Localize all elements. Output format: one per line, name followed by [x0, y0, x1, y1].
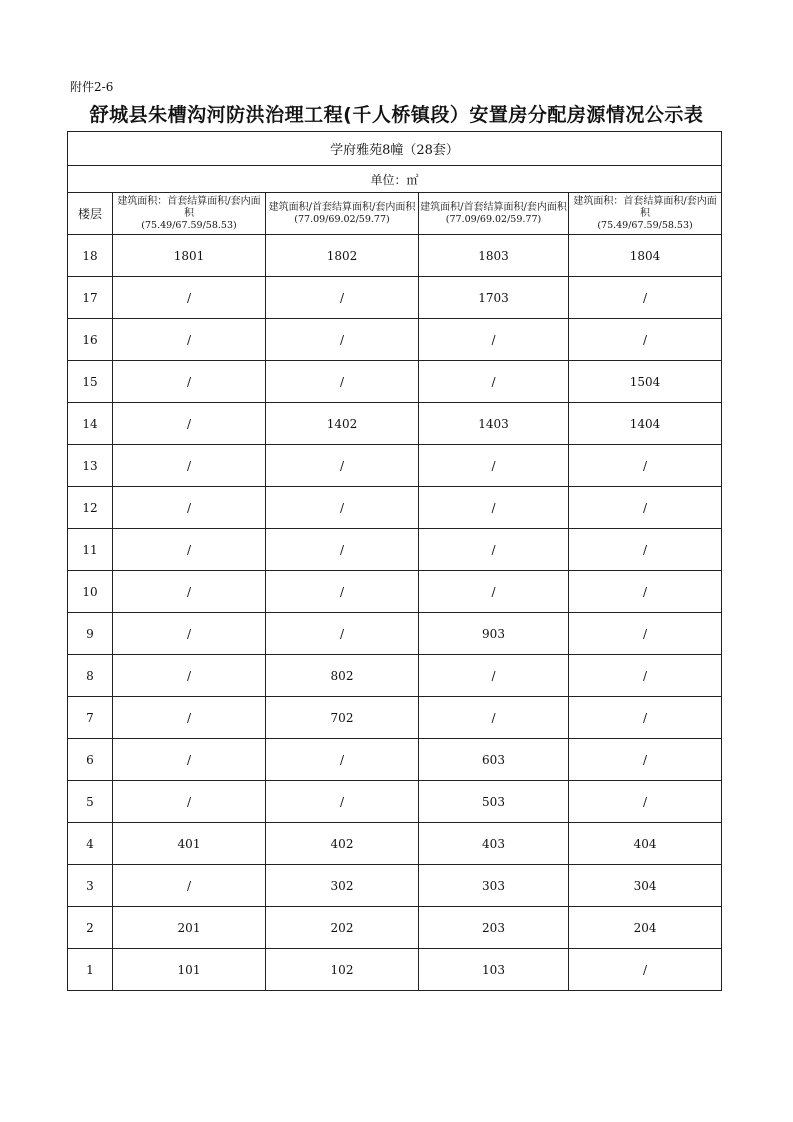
unit-cell: / [113, 697, 266, 739]
unit-cell: / [569, 613, 722, 655]
unit-cell: / [266, 361, 419, 403]
column-header-label: 建筑面积/首套结算面积/套内面积 [268, 201, 416, 213]
column-header-label: 建筑面积：首套结算面积/套内面积 [573, 195, 717, 219]
column-header [569, 193, 722, 235]
unit-cell: 503 [419, 781, 569, 823]
building-name: 学府雅苑8幢（28套） [68, 132, 722, 166]
unit-cell: / [113, 571, 266, 613]
floor-header: 楼层 [68, 193, 113, 235]
floor-cell: 11 [68, 529, 113, 571]
table-row [68, 655, 722, 697]
unit-cell: / [419, 361, 569, 403]
column-header-area: (75.49/67.59/58.53) [597, 219, 693, 231]
table-row [68, 739, 722, 781]
table-row [68, 445, 722, 487]
floor-cell: 12 [68, 487, 113, 529]
unit-cell: / [569, 445, 722, 487]
unit-cell: 204 [569, 907, 722, 949]
unit-cell: 102 [266, 949, 419, 991]
unit-cell: / [113, 739, 266, 781]
unit-cell: / [569, 277, 722, 319]
floor-cell: 16 [68, 319, 113, 361]
unit-cell: / [569, 487, 722, 529]
unit-cell: / [113, 865, 266, 907]
table-row [68, 361, 722, 403]
column-header-area: (77.09/69.02/59.77) [294, 213, 390, 225]
unit-cell: 202 [266, 907, 419, 949]
column-header-label: 建筑面积：首套结算面积/套内面积 [117, 195, 261, 219]
unit-cell: 404 [569, 823, 722, 865]
unit-cell: / [569, 571, 722, 613]
unit-cell: 1504 [569, 361, 722, 403]
unit-cell: / [113, 319, 266, 361]
unit-cell: 1403 [419, 403, 569, 445]
column-header-label: 建筑面积/首套结算面积/套内面积 [420, 201, 567, 213]
floor-cell: 10 [68, 571, 113, 613]
unit-cell: / [266, 319, 419, 361]
unit-cell: 303 [419, 865, 569, 907]
unit-cell: / [113, 277, 266, 319]
floor-cell: 9 [68, 613, 113, 655]
unit-cell: / [569, 319, 722, 361]
unit-cell: 1802 [266, 235, 419, 277]
column-header-area: (77.09/69.02/59.77) [445, 213, 542, 225]
floor-cell: 18 [68, 235, 113, 277]
attachment-number: 附件2-6 [70, 80, 114, 94]
unit-cell: / [113, 361, 266, 403]
unit-cell: / [113, 613, 266, 655]
unit-cell: / [419, 487, 569, 529]
unit-cell: 103 [419, 949, 569, 991]
floor-cell: 8 [68, 655, 113, 697]
unit-cell: / [266, 781, 419, 823]
floor-cell: 6 [68, 739, 113, 781]
table-row [68, 823, 722, 865]
floor-cell: 13 [68, 445, 113, 487]
floor-cell: 17 [68, 277, 113, 319]
unit-cell: 203 [419, 907, 569, 949]
unit-cell: / [569, 529, 722, 571]
unit-cell: / [419, 529, 569, 571]
document-title: 舒城县朱槽沟河防洪治理工程(千人桥镇段）安置房分配房源情况公示表 [89, 104, 704, 126]
unit-cell: 702 [266, 697, 419, 739]
column-header [113, 193, 266, 235]
floor-cell: 4 [68, 823, 113, 865]
table-row [68, 487, 722, 529]
unit-cell: / [113, 487, 266, 529]
table-row [68, 319, 722, 361]
unit-label: 单位：㎡ [68, 166, 722, 193]
unit-cell: / [266, 613, 419, 655]
floor-cell: 14 [68, 403, 113, 445]
table-row [68, 235, 722, 277]
unit-cell: / [266, 487, 419, 529]
column-header [266, 193, 419, 235]
unit-cell: / [569, 781, 722, 823]
unit-cell: / [419, 655, 569, 697]
table-row [68, 571, 722, 613]
column-header-area: (75.49/67.59/58.53) [141, 219, 237, 231]
column-header [419, 193, 569, 235]
table-row [68, 907, 722, 949]
unit-cell: 1703 [419, 277, 569, 319]
unit-cell: / [569, 949, 722, 991]
table-row [68, 277, 722, 319]
unit-cell: / [113, 403, 266, 445]
unit-cell: 403 [419, 823, 569, 865]
unit-cell: 1801 [113, 235, 266, 277]
unit-cell: / [419, 445, 569, 487]
unit-cell: 302 [266, 865, 419, 907]
unit-cell: 201 [113, 907, 266, 949]
floor-cell: 5 [68, 781, 113, 823]
unit-cell: / [266, 571, 419, 613]
table-row [68, 529, 722, 571]
floor-cell: 7 [68, 697, 113, 739]
floor-cell: 2 [68, 907, 113, 949]
unit-cell: 1804 [569, 235, 722, 277]
unit-cell: 1404 [569, 403, 722, 445]
unit-cell: 1402 [266, 403, 419, 445]
unit-cell: 401 [113, 823, 266, 865]
unit-cell: / [419, 319, 569, 361]
unit-cell: / [113, 529, 266, 571]
unit-cell: / [419, 571, 569, 613]
unit-cell: / [266, 739, 419, 781]
unit-cell: / [569, 655, 722, 697]
unit-cell: / [266, 277, 419, 319]
table-row [68, 781, 722, 823]
unit-cell: / [569, 739, 722, 781]
unit-cell: / [113, 781, 266, 823]
floor-cell: 3 [68, 865, 113, 907]
unit-cell: / [266, 529, 419, 571]
floor-cell: 1 [68, 949, 113, 991]
unit-cell: 101 [113, 949, 266, 991]
table-row [68, 949, 722, 991]
unit-cell: 802 [266, 655, 419, 697]
unit-cell: / [419, 697, 569, 739]
unit-cell: / [113, 445, 266, 487]
unit-cell: 903 [419, 613, 569, 655]
unit-cell: 402 [266, 823, 419, 865]
unit-cell: / [569, 697, 722, 739]
header-row [68, 193, 722, 235]
unit-cell: / [113, 655, 266, 697]
table-row [68, 613, 722, 655]
unit-cell: 304 [569, 865, 722, 907]
unit-cell: 603 [419, 739, 569, 781]
table-row [68, 697, 722, 739]
table-row [68, 865, 722, 907]
table-row [68, 403, 722, 445]
unit-cell: / [266, 445, 419, 487]
unit-cell: 1803 [419, 235, 569, 277]
housing-allocation-table [67, 131, 722, 991]
floor-cell: 15 [68, 361, 113, 403]
